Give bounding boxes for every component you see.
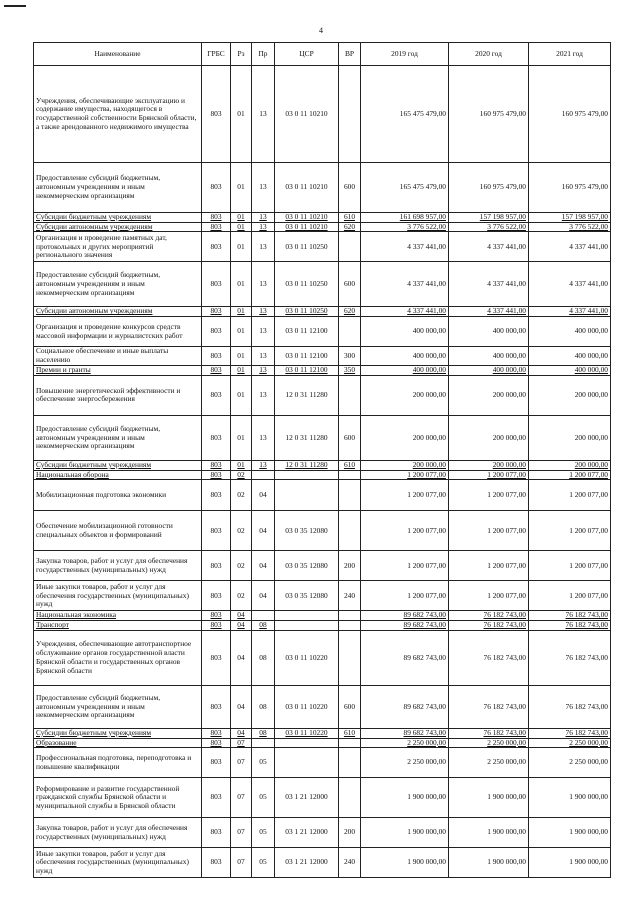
cell-grbs: 803 — [202, 222, 231, 232]
cell-rz: 01 — [231, 232, 252, 262]
cell-rz: 01 — [231, 213, 252, 223]
table-row — [34, 262, 611, 307]
cell-name: Образование — [34, 738, 202, 748]
cell-2021: 2 250 000,00 — [529, 748, 611, 778]
cell-2019: 200 000,00 — [361, 460, 449, 470]
header-rz: Рз — [231, 43, 252, 66]
cell-2021: 200 000,00 — [529, 415, 611, 460]
cell-pr — [252, 738, 275, 748]
cell-2021: 400 000,00 — [529, 347, 611, 366]
cell-2019: 1 200 077,00 — [361, 470, 449, 480]
cell-pr: 13 — [252, 375, 275, 415]
cell-grbs: 803 — [202, 738, 231, 748]
cell-2019: 89 682 743,00 — [361, 728, 449, 738]
cell-name: Учреждения, обеспечивающие эксплуатацию и содержание имущества, находящегося в государственной собственности Брянской области, а также арендованного недвижимого имущества — [34, 66, 202, 163]
cell-rz: 01 — [231, 460, 252, 470]
cell-csr: 03 0 11 12100 — [275, 366, 339, 376]
cell-2021: 1 900 000,00 — [529, 848, 611, 878]
cell-grbs: 803 — [202, 728, 231, 738]
cell-2021: 76 182 743,00 — [529, 685, 611, 728]
cell-grbs: 803 — [202, 213, 231, 223]
cell-2019: 200 000,00 — [361, 415, 449, 460]
cell-vr: 200 — [339, 818, 361, 848]
cell-csr: 03 0 11 10250 — [275, 307, 339, 317]
cell-2019: 161 698 957,00 — [361, 213, 449, 223]
cell-pr: 13 — [252, 262, 275, 307]
cell-vr — [339, 470, 361, 480]
table-row — [34, 685, 611, 728]
cell-pr: 13 — [252, 222, 275, 232]
header-name: Наименование — [34, 43, 202, 66]
cell-rz: 07 — [231, 748, 252, 778]
cell-2020: 2 250 000,00 — [449, 738, 529, 748]
cell-name: Субсидии автономным учреждениям — [34, 307, 202, 317]
cell-2020: 4 337 441,00 — [449, 262, 529, 307]
cell-csr — [275, 470, 339, 480]
cell-2020: 76 182 743,00 — [449, 611, 529, 621]
cell-pr — [252, 611, 275, 621]
cell-2019: 4 337 441,00 — [361, 307, 449, 317]
cell-pr: 13 — [252, 66, 275, 163]
cell-pr: 13 — [252, 317, 275, 347]
cell-2021: 157 198 957,00 — [529, 213, 611, 223]
cell-2019: 1 200 077,00 — [361, 511, 449, 551]
cell-csr: 03 0 35 12080 — [275, 551, 339, 581]
cell-2020: 400 000,00 — [449, 366, 529, 376]
cell-name: Организация и проведение конкурсов средств массовой информации и журналистских работ — [34, 317, 202, 347]
cell-csr: 03 0 11 10210 — [275, 213, 339, 223]
cell-grbs: 803 — [202, 347, 231, 366]
cell-grbs: 803 — [202, 480, 231, 511]
cell-name: Премии и гранты — [34, 366, 202, 376]
table-row — [34, 818, 611, 848]
cell-2021: 400 000,00 — [529, 366, 611, 376]
cell-grbs: 803 — [202, 307, 231, 317]
cell-csr: 03 0 11 10250 — [275, 232, 339, 262]
cell-csr: 03 0 11 10220 — [275, 728, 339, 738]
cell-name: Профессиональная подготовка, переподготовка и повышение квалификации — [34, 748, 202, 778]
cell-csr: 03 0 11 10210 — [275, 163, 339, 213]
cell-rz: 04 — [231, 630, 252, 685]
header-2020: 2020 год — [449, 43, 529, 66]
cell-pr: 13 — [252, 460, 275, 470]
cell-grbs: 803 — [202, 511, 231, 551]
cell-rz: 01 — [231, 307, 252, 317]
cell-rz: 04 — [231, 728, 252, 738]
table-row — [34, 213, 611, 223]
cell-2020: 160 975 479,00 — [449, 163, 529, 213]
cell-pr: 08 — [252, 630, 275, 685]
cell-rz: 07 — [231, 848, 252, 878]
cell-grbs: 803 — [202, 581, 231, 611]
cell-rz: 01 — [231, 163, 252, 213]
cell-vr — [339, 480, 361, 511]
table-row — [34, 470, 611, 480]
cell-2021: 4 337 441,00 — [529, 232, 611, 262]
cell-name: Предоставление субсидий бюджетным, автономным учреждениям и иным некоммерческим организациям — [34, 262, 202, 307]
cell-grbs: 803 — [202, 470, 231, 480]
cell-rz: 02 — [231, 470, 252, 480]
cell-name: Реформирование и развитие государственной гражданской службы Брянской области и муниципальной службы в Брянской области — [34, 778, 202, 818]
cell-2020: 1 200 077,00 — [449, 480, 529, 511]
cell-name: Предоставление субсидий бюджетным, автономным учреждениям и иным некоммерческим организациям — [34, 685, 202, 728]
cell-vr: 600 — [339, 415, 361, 460]
cell-rz: 04 — [231, 621, 252, 631]
cell-2020: 1 900 000,00 — [449, 848, 529, 878]
cell-vr: 240 — [339, 848, 361, 878]
header-2021: 2021 год — [529, 43, 611, 66]
cell-vr — [339, 738, 361, 748]
cell-pr: 04 — [252, 581, 275, 611]
table-row — [34, 621, 611, 631]
budget-table — [33, 42, 611, 878]
cell-2021: 2 250 000,00 — [529, 738, 611, 748]
cell-vr: 610 — [339, 213, 361, 223]
cell-rz: 01 — [231, 347, 252, 366]
cell-csr: 03 0 35 12080 — [275, 511, 339, 551]
table-row — [34, 630, 611, 685]
cell-name: Транспорт — [34, 621, 202, 631]
cell-csr: 03 0 11 10220 — [275, 685, 339, 728]
cell-2021: 1 900 000,00 — [529, 778, 611, 818]
cell-rz: 01 — [231, 66, 252, 163]
cell-pr — [252, 470, 275, 480]
table-row — [34, 551, 611, 581]
cell-vr: 620 — [339, 307, 361, 317]
cell-2020: 2 250 000,00 — [449, 748, 529, 778]
cell-vr — [339, 317, 361, 347]
cell-2019: 89 682 743,00 — [361, 621, 449, 631]
cell-2021: 1 200 077,00 — [529, 581, 611, 611]
top-edge-mark — [4, 5, 26, 7]
cell-2019: 1 200 077,00 — [361, 480, 449, 511]
cell-grbs: 803 — [202, 621, 231, 631]
cell-2020: 200 000,00 — [449, 460, 529, 470]
cell-csr: 03 0 11 12100 — [275, 317, 339, 347]
cell-pr: 08 — [252, 621, 275, 631]
table-row — [34, 232, 611, 262]
cell-rz: 04 — [231, 611, 252, 621]
cell-2019: 2 250 000,00 — [361, 738, 449, 748]
cell-vr: 610 — [339, 728, 361, 738]
cell-2021: 4 337 441,00 — [529, 307, 611, 317]
cell-name: Субсидии бюджетным учреждениям — [34, 460, 202, 470]
cell-name: Национальная экономика — [34, 611, 202, 621]
cell-rz: 02 — [231, 581, 252, 611]
page-number: 4 — [319, 26, 323, 35]
cell-csr — [275, 480, 339, 511]
cell-vr: 200 — [339, 551, 361, 581]
cell-csr: 03 0 11 10250 — [275, 262, 339, 307]
cell-name: Иные закупки товаров, работ и услуг для обеспечения государственных (муниципальных) нужд — [34, 581, 202, 611]
cell-2019: 1 200 077,00 — [361, 581, 449, 611]
cell-name: Предоставление субсидий бюджетным, автономным учреждениям и иным некоммерческим организациям — [34, 163, 202, 213]
cell-2021: 160 975 479,00 — [529, 163, 611, 213]
cell-grbs: 803 — [202, 262, 231, 307]
table-row — [34, 611, 611, 621]
cell-name: Предоставление субсидий бюджетным, автономным учреждениям и иным некоммерческим организациям — [34, 415, 202, 460]
cell-rz: 01 — [231, 366, 252, 376]
cell-2020: 160 975 479,00 — [449, 66, 529, 163]
cell-rz: 01 — [231, 222, 252, 232]
cell-pr: 13 — [252, 213, 275, 223]
cell-2019: 200 000,00 — [361, 375, 449, 415]
cell-2019: 1 200 077,00 — [361, 551, 449, 581]
header-vr: ВР — [339, 43, 361, 66]
cell-2021: 76 182 743,00 — [529, 728, 611, 738]
cell-pr: 08 — [252, 685, 275, 728]
cell-grbs: 803 — [202, 778, 231, 818]
cell-pr: 13 — [252, 232, 275, 262]
cell-vr: 600 — [339, 163, 361, 213]
cell-csr: 03 0 35 12080 — [275, 581, 339, 611]
cell-pr: 05 — [252, 778, 275, 818]
cell-name: Национальная оборона — [34, 470, 202, 480]
cell-pr: 04 — [252, 480, 275, 511]
cell-grbs: 803 — [202, 818, 231, 848]
table-body — [34, 66, 611, 878]
cell-2020: 200 000,00 — [449, 415, 529, 460]
table-row — [34, 375, 611, 415]
cell-csr — [275, 748, 339, 778]
cell-2021: 76 182 743,00 — [529, 611, 611, 621]
cell-vr — [339, 375, 361, 415]
cell-2019: 165 475 479,00 — [361, 66, 449, 163]
table-row — [34, 778, 611, 818]
cell-vr: 300 — [339, 347, 361, 366]
cell-vr — [339, 511, 361, 551]
cell-2020: 200 000,00 — [449, 375, 529, 415]
cell-2021: 200 000,00 — [529, 460, 611, 470]
cell-rz: 01 — [231, 262, 252, 307]
cell-csr — [275, 621, 339, 631]
cell-pr: 04 — [252, 511, 275, 551]
cell-grbs: 803 — [202, 415, 231, 460]
cell-grbs: 803 — [202, 848, 231, 878]
cell-csr: 03 0 11 10210 — [275, 222, 339, 232]
table-row — [34, 415, 611, 460]
cell-vr — [339, 621, 361, 631]
cell-csr: 03 0 11 12100 — [275, 347, 339, 366]
cell-grbs: 803 — [202, 163, 231, 213]
cell-2020: 400 000,00 — [449, 317, 529, 347]
table-row — [34, 738, 611, 748]
cell-2020: 1 200 077,00 — [449, 581, 529, 611]
cell-pr: 08 — [252, 728, 275, 738]
cell-rz: 07 — [231, 778, 252, 818]
cell-name: Повышение энергетической эффективности и обеспечение энергосбережения — [34, 375, 202, 415]
table-row — [34, 163, 611, 213]
cell-rz: 07 — [231, 818, 252, 848]
cell-rz: 02 — [231, 511, 252, 551]
cell-vr — [339, 66, 361, 163]
cell-vr — [339, 232, 361, 262]
cell-csr: 12 0 31 11280 — [275, 460, 339, 470]
cell-vr — [339, 630, 361, 685]
cell-2019: 4 337 441,00 — [361, 262, 449, 307]
cell-vr: 620 — [339, 222, 361, 232]
cell-name: Социальное обеспечение и иные выплаты населению — [34, 347, 202, 366]
cell-vr — [339, 748, 361, 778]
cell-rz: 02 — [231, 480, 252, 511]
cell-2020: 1 200 077,00 — [449, 470, 529, 480]
cell-name: Обеспечение мобилизационной готовности специальных объектов и формирований — [34, 511, 202, 551]
cell-csr: 03 0 11 10210 — [275, 66, 339, 163]
cell-2021: 1 200 077,00 — [529, 480, 611, 511]
cell-2020: 1 200 077,00 — [449, 511, 529, 551]
cell-name: Субсидии автономным учреждениям — [34, 222, 202, 232]
cell-csr: 03 1 21 12000 — [275, 848, 339, 878]
cell-2019: 165 475 479,00 — [361, 163, 449, 213]
table-row — [34, 347, 611, 366]
header-csr: ЦСР — [275, 43, 339, 66]
table-header-row — [34, 43, 611, 66]
cell-2021: 3 776 522,00 — [529, 222, 611, 232]
cell-2020: 76 182 743,00 — [449, 685, 529, 728]
cell-2020: 3 776 522,00 — [449, 222, 529, 232]
cell-rz: 02 — [231, 551, 252, 581]
cell-rz: 01 — [231, 317, 252, 347]
cell-grbs: 803 — [202, 317, 231, 347]
cell-name: Мобилизационная подготовка экономики — [34, 480, 202, 511]
table-row — [34, 581, 611, 611]
cell-2019: 400 000,00 — [361, 347, 449, 366]
cell-vr: 350 — [339, 366, 361, 376]
cell-2021: 160 975 479,00 — [529, 66, 611, 163]
cell-pr: 05 — [252, 748, 275, 778]
cell-2020: 4 337 441,00 — [449, 232, 529, 262]
cell-rz: 01 — [231, 375, 252, 415]
cell-rz: 07 — [231, 738, 252, 748]
table-row — [34, 480, 611, 511]
cell-vr: 240 — [339, 581, 361, 611]
table-row — [34, 460, 611, 470]
cell-2021: 400 000,00 — [529, 317, 611, 347]
cell-2021: 1 200 077,00 — [529, 551, 611, 581]
cell-2020: 1 900 000,00 — [449, 778, 529, 818]
cell-grbs: 803 — [202, 232, 231, 262]
cell-2019: 89 682 743,00 — [361, 611, 449, 621]
cell-grbs: 803 — [202, 366, 231, 376]
cell-2020: 157 198 957,00 — [449, 213, 529, 223]
cell-csr: 03 0 11 10220 — [275, 630, 339, 685]
table-row — [34, 848, 611, 878]
cell-2019: 89 682 743,00 — [361, 685, 449, 728]
cell-2021: 76 182 743,00 — [529, 630, 611, 685]
cell-rz: 04 — [231, 685, 252, 728]
cell-2021: 76 182 743,00 — [529, 621, 611, 631]
cell-2019: 1 900 000,00 — [361, 818, 449, 848]
cell-name: Учреждения, обеспечивающие автотранспортное обслуживание органов государственной власти Брянской области и государственных органов Брянской области — [34, 630, 202, 685]
cell-2019: 1 900 000,00 — [361, 778, 449, 818]
cell-csr: 12 0 31 11280 — [275, 375, 339, 415]
cell-2019: 2 250 000,00 — [361, 748, 449, 778]
cell-2019: 1 900 000,00 — [361, 848, 449, 878]
cell-vr: 600 — [339, 685, 361, 728]
cell-grbs: 803 — [202, 630, 231, 685]
cell-vr: 600 — [339, 262, 361, 307]
cell-rz: 01 — [231, 415, 252, 460]
cell-name: Иные закупки товаров, работ и услуг для обеспечения государственных (муниципальных) нужд — [34, 848, 202, 878]
cell-2019: 3 776 522,00 — [361, 222, 449, 232]
cell-grbs: 803 — [202, 66, 231, 163]
cell-name: Субсидии бюджетным учреждениям — [34, 213, 202, 223]
cell-name: Организация и проведение памятных дат, протокольных и других мероприятий регионального значения — [34, 232, 202, 262]
cell-pr: 13 — [252, 347, 275, 366]
cell-2021: 200 000,00 — [529, 375, 611, 415]
cell-vr — [339, 778, 361, 818]
table-row — [34, 307, 611, 317]
cell-pr: 13 — [252, 163, 275, 213]
cell-2020: 76 182 743,00 — [449, 621, 529, 631]
cell-2020: 76 182 743,00 — [449, 630, 529, 685]
cell-name: Закупка товаров, работ и услуг для обеспечения государственных (муниципальных) нужд — [34, 551, 202, 581]
header-2019: 2019 год — [361, 43, 449, 66]
cell-pr: 13 — [252, 307, 275, 317]
cell-pr: 05 — [252, 848, 275, 878]
table-row — [34, 366, 611, 376]
cell-2020: 400 000,00 — [449, 347, 529, 366]
cell-pr: 05 — [252, 818, 275, 848]
cell-grbs: 803 — [202, 551, 231, 581]
cell-2020: 4 337 441,00 — [449, 307, 529, 317]
cell-grbs: 803 — [202, 685, 231, 728]
cell-2019: 89 682 743,00 — [361, 630, 449, 685]
cell-2021: 4 337 441,00 — [529, 262, 611, 307]
cell-csr: 03 1 21 12000 — [275, 818, 339, 848]
cell-csr — [275, 611, 339, 621]
table-row — [34, 728, 611, 738]
table-row — [34, 511, 611, 551]
cell-name: Закупка товаров, работ и услуг для обеспечения государственных (муниципальных) нужд — [34, 818, 202, 848]
table-row — [34, 222, 611, 232]
header-pr: Пр — [252, 43, 275, 66]
cell-name: Субсидии бюджетным учреждениям — [34, 728, 202, 738]
cell-grbs: 803 — [202, 460, 231, 470]
cell-2019: 400 000,00 — [361, 366, 449, 376]
cell-vr: 610 — [339, 460, 361, 470]
cell-2020: 76 182 743,00 — [449, 728, 529, 738]
cell-vr — [339, 611, 361, 621]
table-row — [34, 66, 611, 163]
cell-csr — [275, 738, 339, 748]
cell-2020: 1 900 000,00 — [449, 818, 529, 848]
cell-2019: 4 337 441,00 — [361, 232, 449, 262]
cell-grbs: 803 — [202, 375, 231, 415]
cell-csr: 03 1 21 12000 — [275, 778, 339, 818]
header-grbs: ГРБС — [202, 43, 231, 66]
cell-pr: 13 — [252, 415, 275, 460]
cell-2021: 1 200 077,00 — [529, 470, 611, 480]
cell-pr: 13 — [252, 366, 275, 376]
cell-2021: 1 200 077,00 — [529, 511, 611, 551]
table-row — [34, 748, 611, 778]
cell-grbs: 803 — [202, 748, 231, 778]
cell-2020: 1 200 077,00 — [449, 551, 529, 581]
cell-pr: 04 — [252, 551, 275, 581]
cell-2019: 400 000,00 — [361, 317, 449, 347]
cell-2021: 1 900 000,00 — [529, 818, 611, 848]
cell-csr: 12 0 31 11280 — [275, 415, 339, 460]
cell-grbs: 803 — [202, 611, 231, 621]
table-row — [34, 317, 611, 347]
